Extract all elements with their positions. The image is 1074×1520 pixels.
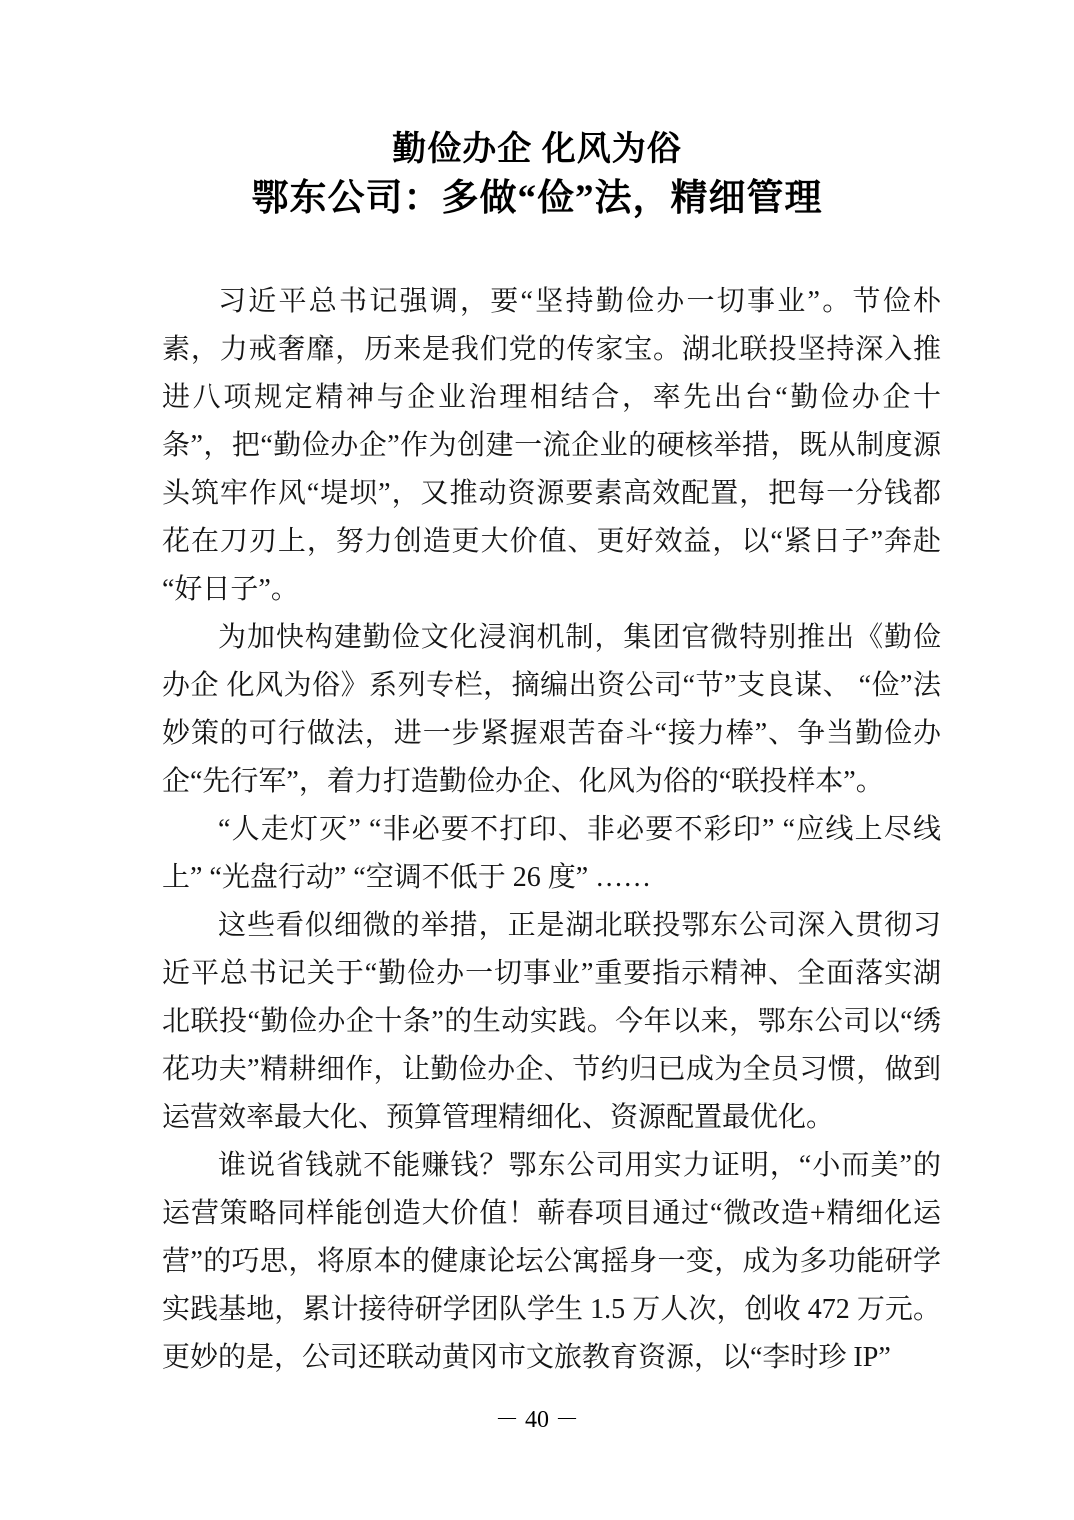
page-number: － 40 －: [495, 1407, 579, 1433]
title-block: [0, 126, 1074, 224]
document-subtitle: 鄂东公司：多做“俭”法，精细管理: [251, 178, 823, 219]
page-footer: [0, 1402, 1074, 1438]
paragraph-1: 习近平总书记强调，要“坚持勤俭办一切事业”。节俭朴素，力戒奢靡，历来是我们党的传家宝。湖北联投坚持深入推进八项规定精神与企业治理相结合，率先出台“勤俭办企十条”，把“勤俭办企”作为创建一流企业的硬核举措，既从制度源头筑牢作风“堤坝”，又推动资源要素高效配置，把每一分钱都花在刀刃上，努力创造更大价值、更好效益，以“紧日子”奔赴“好日子”。: [162, 286, 941, 605]
paragraph-4: 这些看似细微的举措，正是湖北联投鄂东公司深入贯彻习近平总书记关于“勤俭办一切事业”重要指示精神、全面落实湖北联投“勤俭办企十条”的生动实践。今年以来，鄂东公司以“绣花功夫”精耕细作，让勤俭办企、节约归已成为全员习惯，做到运营效率最大化、预算管理精细化、资源配置最优化。: [162, 910, 941, 1133]
document-body: [162, 278, 941, 1382]
document-title: 勤俭办企 化风为俗: [392, 131, 682, 168]
paragraph-2: 为加快构建勤俭文化浸润机制，集团官微特别推出《勤俭办企 化风为俗》系列专栏，摘编出资公司“节”支良谋、 “俭”法妙策的可行做法，进一步紧握艰苦奋斗“接力棒”、争当勤俭办企“先行军”，着力打造勤俭办企、化风为俗的“联投样本”。: [162, 622, 941, 797]
paragraph-5: 谁说省钱就不能赚钱？鄂东公司用实力证明，“小而美”的运营策略同样能创造大价值！蕲春项目通过“微改造+精细化运营”的巧思，将原本的健康论坛公寓摇身一变，成为多功能研学实践基地，累计接待研学团队学生 1.5 万人次，创收 472 万元。更妙的是，公司还联动黄冈市文旅教育资源，以“李时珍 IP”: [162, 1150, 941, 1373]
paragraph-3: “人走灯灭” “非必要不打印、非必要不彩印” “应线上尽线上” “光盘行动” “空调不低于 26 度” ……: [162, 814, 941, 893]
